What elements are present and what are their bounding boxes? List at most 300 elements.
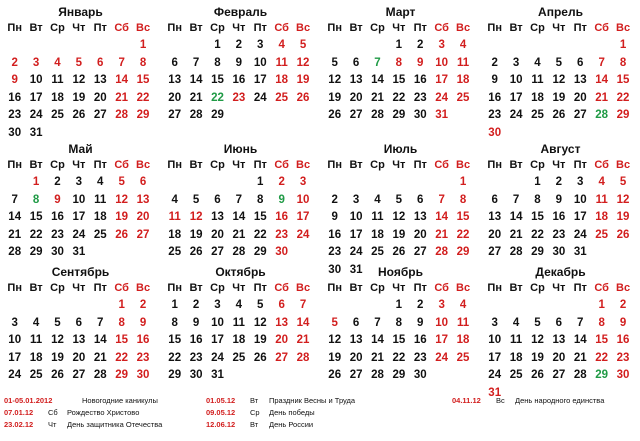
day-cell: 3	[438, 299, 445, 311]
week-row	[4, 244, 157, 262]
week-row	[4, 72, 157, 90]
day-cell: 8	[619, 56, 627, 69]
empty-cell	[591, 37, 612, 55]
week-row	[484, 227, 637, 245]
day-cell: 28	[509, 246, 523, 259]
empty-cell	[25, 37, 46, 55]
day-cell: 19	[115, 211, 129, 224]
day-cell: 20	[136, 211, 150, 224]
weekday-label: Пт	[93, 22, 107, 34]
day-cell: 21	[232, 228, 246, 241]
day-cell: 11	[510, 334, 523, 347]
day-cell: 31	[488, 386, 502, 399]
day-cell: 13	[72, 334, 86, 347]
weekday-label: Чт	[72, 22, 86, 34]
day-cell: 25	[51, 109, 64, 122]
day-cell: 4	[459, 299, 467, 311]
day-cell: 14	[189, 74, 203, 87]
week-row	[324, 227, 477, 245]
weekday-label: Сб	[114, 159, 129, 171]
month-block	[484, 264, 637, 403]
day-cell: 31	[29, 126, 43, 139]
weekday-label: Пт	[413, 22, 427, 34]
day-cell: 8	[139, 56, 147, 69]
day-cell: 8	[395, 56, 403, 69]
weekday-header	[324, 157, 477, 174]
day-cell: 18	[456, 334, 470, 347]
day-cell: 13	[349, 74, 363, 87]
empty-cell	[111, 37, 132, 55]
day-cell: 21	[509, 228, 523, 241]
month-block	[484, 141, 637, 262]
empty-cell	[570, 37, 591, 55]
day-cell: 9	[278, 193, 285, 206]
weekday-label: Вс	[616, 282, 631, 294]
month-title: Ноябрь	[378, 265, 423, 279]
empty-cell	[164, 37, 185, 55]
day-cell: 3	[512, 56, 520, 69]
empty-cell	[527, 297, 548, 315]
day-cell: 12	[72, 74, 86, 87]
empty-cell	[548, 297, 569, 315]
day-cell: 19	[72, 91, 86, 104]
day-cell: 19	[392, 228, 406, 241]
day-cell: 23	[413, 351, 427, 364]
day-cell: 9	[619, 316, 627, 329]
day-cell: 14	[371, 334, 384, 347]
empty-cell	[47, 125, 68, 143]
empty-cell	[527, 125, 548, 143]
day-cell: 10	[29, 74, 43, 87]
day-cell: 13	[349, 334, 363, 347]
week-row	[164, 315, 317, 333]
day-cell: 16	[189, 334, 203, 347]
day-cell: 16	[552, 211, 566, 224]
weekday-label: Сб	[594, 282, 609, 294]
day-cell: 27	[349, 369, 363, 382]
day-cell: 4	[171, 193, 178, 206]
day-cell: 7	[512, 193, 520, 206]
day-cell: 16	[616, 334, 630, 347]
legend-item: 12.06.12 Вт День России	[206, 419, 314, 429]
day-cell: 9	[11, 74, 18, 87]
day-cell: 14	[115, 74, 129, 87]
week-row	[484, 107, 637, 125]
day-cell: 30	[8, 126, 22, 139]
month-block	[164, 264, 317, 385]
day-cell: 17	[296, 211, 310, 224]
month-title: Август	[540, 142, 581, 156]
day-cell: 23	[488, 109, 502, 122]
day-cell: 4	[97, 176, 104, 188]
day-cell: 12	[552, 74, 566, 87]
day-cell: 19	[51, 351, 64, 364]
month-block	[164, 141, 317, 262]
week-row	[164, 297, 317, 315]
day-cell: 26	[72, 109, 86, 122]
weekday-label: Чт	[232, 159, 246, 171]
day-cell: 1	[459, 176, 467, 188]
day-cell: 9	[192, 316, 200, 329]
week-row	[484, 72, 637, 90]
day-cell: 13	[413, 211, 427, 224]
weekday-label: Пн	[327, 282, 342, 294]
week-row	[4, 55, 157, 73]
day-cell: 6	[491, 193, 498, 206]
day-cell: 10	[253, 56, 267, 69]
day-cell: 7	[598, 56, 605, 69]
week-row	[324, 350, 477, 368]
day-cell: 4	[459, 39, 467, 51]
day-cell: 10	[8, 334, 22, 347]
day-cell: 27	[93, 109, 107, 122]
day-cell: 11	[531, 74, 544, 87]
day-cell: 10	[435, 56, 449, 69]
empty-cell	[228, 174, 249, 192]
day-cell: 19	[531, 351, 544, 364]
day-cell: 21	[189, 91, 203, 104]
day-cell: 27	[168, 109, 182, 122]
week-row	[324, 107, 477, 125]
day-cell: 18	[232, 334, 246, 347]
weekday-label: Вт	[189, 159, 203, 171]
day-cell: 6	[171, 56, 178, 69]
day-cell: 26	[115, 228, 129, 241]
weekday-label: Ср	[210, 282, 225, 294]
empty-cell	[345, 174, 366, 192]
weekday-header	[164, 157, 317, 174]
day-cell: 1	[32, 176, 40, 188]
weekday-label: Ср	[210, 159, 225, 171]
day-cell: 10	[509, 74, 523, 87]
week-row	[484, 209, 637, 227]
day-cell: 30	[488, 126, 502, 139]
day-cell: 15	[211, 74, 224, 87]
month-title: Июнь	[223, 142, 258, 156]
day-cell: 29	[392, 109, 406, 122]
weekday-label: Чт	[552, 159, 566, 171]
weekday-label: Пн	[327, 22, 342, 34]
empty-cell	[292, 107, 313, 125]
month-title: Июль	[383, 142, 418, 156]
day-cell: 22	[253, 228, 267, 241]
day-cell: 27	[413, 246, 427, 259]
week-row	[164, 350, 317, 368]
day-cell: 25	[232, 351, 246, 364]
day-cell: 13	[211, 211, 224, 224]
day-cell: 4	[534, 56, 541, 69]
empty-cell	[548, 37, 569, 55]
day-cell: 12	[328, 74, 342, 87]
day-cell: 11	[232, 316, 245, 329]
day-cell: 25	[456, 91, 470, 104]
week-row	[4, 367, 157, 385]
weekday-label: Пн	[7, 22, 22, 34]
empty-cell	[431, 367, 452, 385]
day-cell: 9	[417, 316, 424, 329]
weekday-label: Пт	[573, 22, 587, 34]
day-cell: 5	[54, 316, 61, 329]
empty-cell	[68, 297, 89, 315]
day-cell: 8	[395, 316, 403, 329]
empty-cell	[324, 297, 345, 315]
weekday-label: Пн	[487, 22, 502, 34]
weekday-label: Ср	[50, 159, 65, 171]
day-cell: 17	[573, 211, 587, 224]
day-cell: 9	[139, 316, 147, 329]
day-cell: 26	[253, 351, 267, 364]
day-cell: 23	[616, 351, 630, 364]
empty-cell	[367, 174, 388, 192]
empty-cell	[4, 297, 25, 315]
week-row	[164, 209, 317, 227]
weekday-label: Чт	[552, 22, 566, 34]
day-cell: 21	[8, 228, 22, 241]
day-cell: 29	[211, 109, 224, 122]
day-cell: 15	[136, 74, 150, 87]
week-row	[324, 332, 477, 350]
day-cell: 19	[189, 228, 203, 241]
day-cell: 20	[168, 91, 182, 104]
day-cell: 5	[619, 176, 627, 188]
day-cell: 20	[552, 351, 566, 364]
week-row	[324, 315, 477, 333]
day-cell: 26	[189, 246, 203, 259]
day-cell: 28	[93, 369, 107, 382]
weekday-label: Чт	[392, 22, 406, 34]
weekday-label: Вт	[29, 282, 43, 294]
day-cell: 1	[257, 176, 264, 188]
day-cell: 24	[72, 228, 86, 241]
day-cell: 8	[32, 193, 40, 206]
empty-cell	[505, 174, 526, 192]
day-cell: 15	[616, 74, 630, 87]
day-cell: 23	[413, 91, 427, 104]
day-cell: 11	[51, 74, 64, 87]
day-cell: 30	[51, 246, 64, 259]
day-cell: 12	[531, 334, 544, 347]
day-cell: 30	[413, 369, 427, 382]
empty-cell	[47, 37, 68, 55]
day-cell: 18	[51, 91, 64, 104]
day-cell: 19	[552, 91, 566, 104]
day-cell: 5	[75, 56, 83, 69]
day-cell: 29	[531, 246, 544, 259]
day-cell: 26	[328, 109, 342, 122]
day-cell: 1	[619, 39, 627, 51]
week-row	[164, 72, 317, 90]
day-cell: 12	[253, 316, 267, 329]
week-row	[484, 90, 637, 108]
day-cell: 7	[374, 56, 381, 69]
weekday-header	[484, 280, 637, 297]
week-row	[484, 55, 637, 73]
day-cell: 14	[296, 316, 310, 329]
empty-cell	[90, 125, 111, 143]
day-cell: 18	[509, 351, 523, 364]
day-cell: 1	[395, 39, 403, 51]
weekday-label: Сб	[274, 159, 289, 171]
empty-cell	[90, 37, 111, 55]
day-cell: 3	[491, 316, 498, 329]
day-cell: 4	[54, 56, 61, 69]
day-cell: 29	[29, 246, 43, 259]
empty-cell	[164, 174, 185, 192]
empty-cell	[345, 297, 366, 315]
day-cell: 16	[8, 91, 22, 104]
empty-cell	[250, 107, 271, 125]
week-row	[484, 37, 637, 55]
week-row	[164, 367, 317, 385]
day-cell: 29	[456, 246, 470, 259]
day-cell: 18	[29, 351, 43, 364]
weekday-label: Чт	[552, 282, 566, 294]
day-cell: 16	[328, 228, 342, 241]
empty-cell	[250, 367, 271, 385]
weekday-label: Ср	[50, 22, 65, 34]
day-cell: 26	[296, 91, 310, 104]
day-cell: 11	[94, 193, 107, 206]
month-block	[4, 4, 157, 143]
week-row	[4, 174, 157, 192]
day-cell: 3	[32, 56, 40, 69]
weekday-header	[164, 20, 317, 37]
legend-item: 01.05.12 Вт Праздник Весны и Труда	[206, 396, 356, 405]
weekday-label: Ср	[210, 22, 225, 34]
day-cell: 5	[118, 176, 125, 188]
weekday-label: Вс	[616, 22, 631, 34]
day-cell: 2	[417, 299, 424, 311]
day-cell: 16	[136, 334, 150, 347]
day-cell: 4	[598, 176, 605, 188]
weekday-header	[4, 20, 157, 37]
empty-cell	[228, 367, 249, 385]
day-cell: 10	[72, 193, 86, 206]
weekday-label: Вт	[509, 22, 523, 34]
day-cell: 21	[573, 351, 587, 364]
day-cell: 3	[11, 316, 18, 329]
day-cell: 22	[392, 351, 406, 364]
day-cell: 27	[72, 369, 86, 382]
day-cell: 7	[577, 316, 584, 329]
week-row	[164, 174, 317, 192]
weekday-header	[324, 280, 477, 297]
day-cell: 6	[75, 316, 83, 329]
day-cell: 3	[299, 176, 307, 188]
day-cell: 5	[534, 316, 541, 329]
day-cell: 2	[619, 299, 627, 311]
weekday-label: Вс	[456, 282, 471, 294]
month-block	[324, 141, 477, 280]
empty-cell	[228, 107, 249, 125]
day-cell: 27	[211, 246, 224, 259]
day-cell: 6	[417, 193, 424, 206]
day-cell: 14	[232, 211, 246, 224]
month-title: Январь	[58, 5, 103, 19]
week-row	[164, 55, 317, 73]
week-row	[484, 332, 637, 350]
day-cell: 2	[54, 176, 61, 188]
day-cell: 15	[595, 334, 609, 347]
day-cell: 7	[374, 316, 381, 329]
day-cell: 20	[488, 228, 502, 241]
week-row	[324, 55, 477, 73]
day-cell: 16	[413, 74, 427, 87]
day-cell: 9	[491, 74, 498, 87]
day-cell: 22	[115, 351, 129, 364]
weekday-label: Чт	[72, 159, 86, 171]
week-row	[324, 244, 477, 262]
day-cell: 9	[235, 56, 243, 69]
day-cell: 21	[371, 351, 384, 364]
weekday-header	[4, 157, 157, 174]
empty-cell	[68, 37, 89, 55]
week-row	[324, 297, 477, 315]
month-title: Май	[68, 142, 93, 156]
weekday-label: Чт	[72, 282, 86, 294]
day-cell: 27	[136, 228, 150, 241]
legend-item: 09.05.12 Ср День победы	[206, 407, 315, 417]
week-row	[484, 174, 637, 192]
empty-cell	[132, 244, 153, 262]
day-cell: 8	[459, 193, 467, 206]
day-cell: 16	[413, 334, 427, 347]
day-cell: 8	[534, 193, 541, 206]
day-cell: 29	[595, 369, 609, 382]
day-cell: 9	[331, 211, 338, 224]
day-cell: 24	[435, 91, 449, 104]
weekday-label: Чт	[232, 22, 246, 34]
day-cell: 5	[331, 316, 338, 329]
day-cell: 11	[595, 193, 608, 206]
day-cell: 5	[192, 193, 200, 206]
day-cell: 21	[595, 91, 609, 104]
weekday-label: Чт	[392, 282, 406, 294]
weekday-header	[484, 20, 637, 37]
day-cell: 23	[552, 228, 566, 241]
weekday-label: Сб	[594, 22, 609, 34]
day-cell: 12	[296, 56, 310, 69]
day-cell: 29	[392, 369, 406, 382]
day-cell: 23	[51, 228, 64, 241]
week-row	[164, 90, 317, 108]
day-cell: 2	[11, 56, 18, 69]
day-cell: 8	[598, 316, 605, 329]
day-cell: 18	[595, 211, 609, 224]
day-cell: 14	[595, 74, 609, 87]
day-cell: 31	[349, 263, 363, 276]
week-row	[164, 244, 317, 262]
month-block	[164, 4, 317, 125]
day-cell: 6	[352, 56, 360, 69]
empty-cell	[505, 125, 526, 143]
day-cell: 31	[72, 246, 86, 259]
weekday-label: Сб	[274, 22, 289, 34]
day-cell: 22	[168, 351, 182, 364]
weekday-label: Пн	[167, 159, 182, 171]
day-cell: 17	[29, 91, 43, 104]
day-cell: 13	[275, 316, 289, 329]
day-cell: 24	[211, 351, 224, 364]
week-row	[324, 367, 477, 385]
empty-cell	[90, 297, 111, 315]
day-cell: 5	[299, 39, 307, 51]
day-cell: 3	[214, 299, 221, 311]
day-cell: 28	[296, 351, 310, 364]
day-cell: 25	[531, 109, 544, 122]
day-cell: 10	[573, 193, 587, 206]
empty-cell	[484, 174, 505, 192]
